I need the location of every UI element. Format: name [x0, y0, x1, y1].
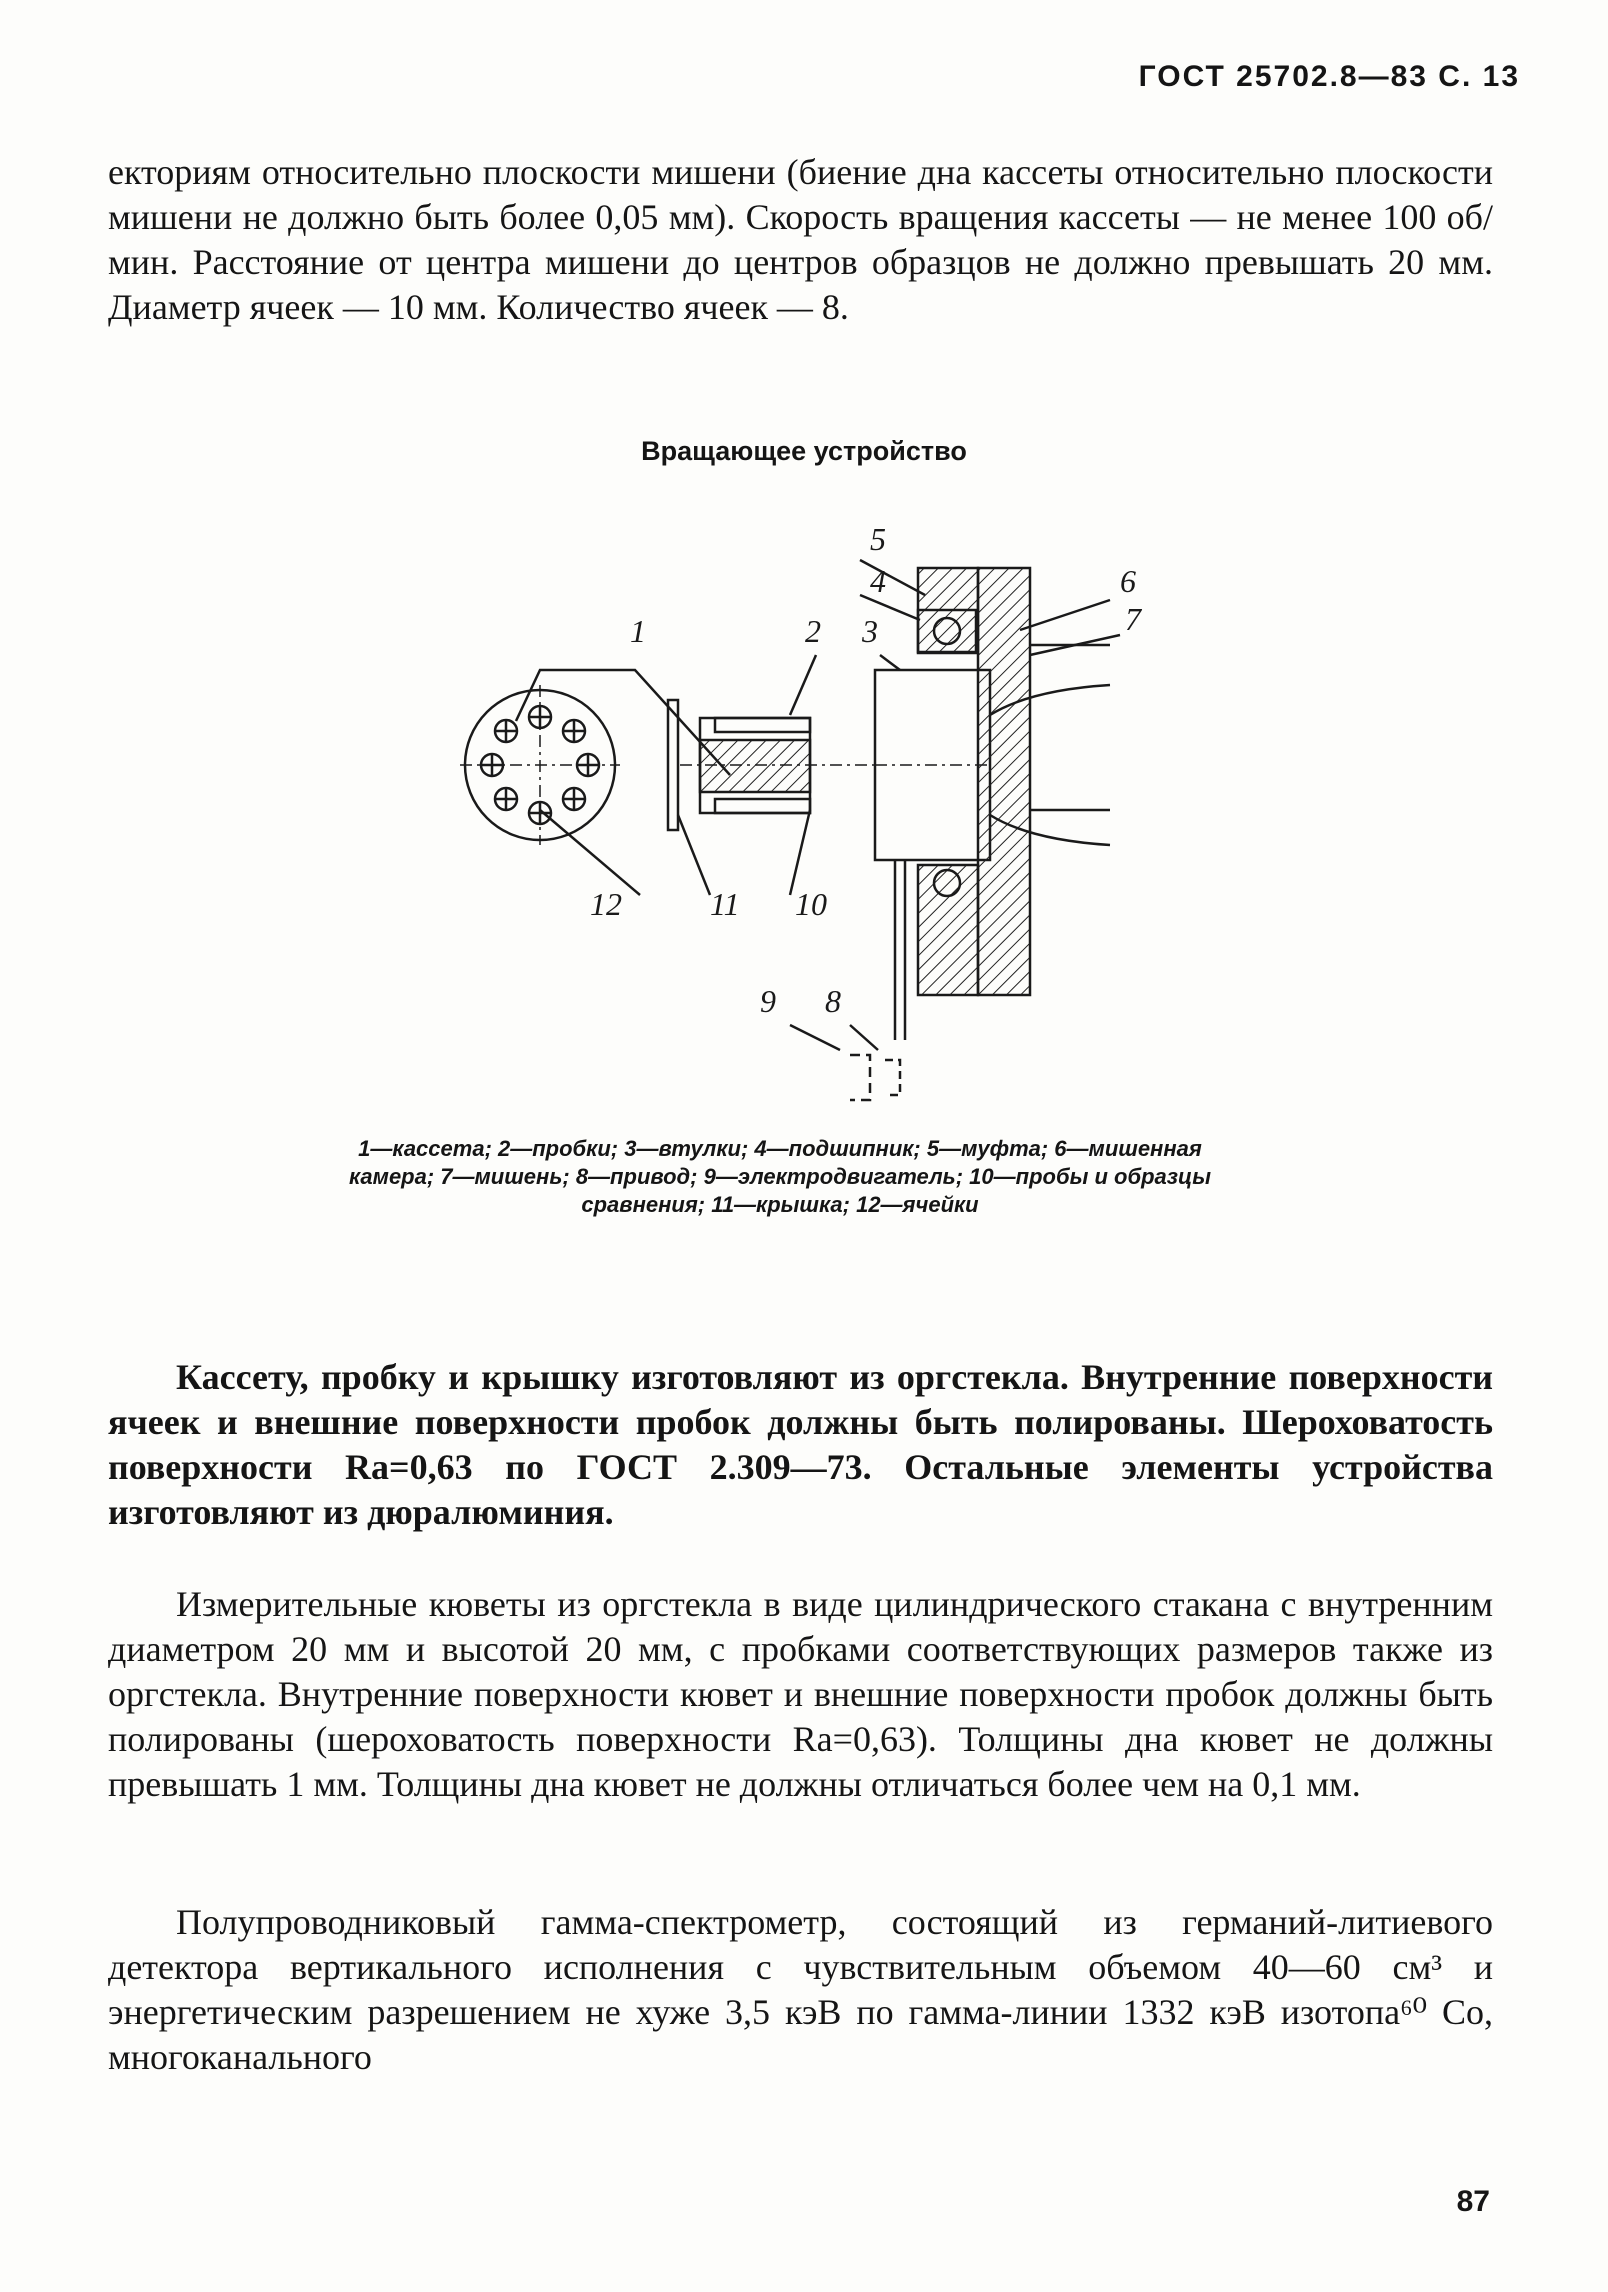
paragraph-materials: Кассету, пробку и крышку изготовляют из оргстекла. Внутренние поверхности ячеек и внешние поверхности пробок должны быть полированы. Шероховатость поверхности Ra=0,63 по ГОСТ 2.309—73. Остальные элементы устройства изготовляют из дюралюминия.: [108, 1357, 1493, 1532]
label-8: 8: [825, 983, 841, 1019]
label-3: 3: [862, 613, 878, 649]
label-10: 10: [795, 886, 827, 922]
figure-title: Вращающее устройство: [641, 436, 967, 466]
figure-caption: 1—кассета; 2—пробки; 3—втулки; 4—подшипник; 5—муфта; 6—мишенная камера; 7—мишень; 8—привод; 9—электродвигатель; 10—пробы и образцы сравнения; 11—крышка; 12—ячейки: [349, 1136, 1211, 1217]
label-12: 12: [590, 886, 622, 922]
label-9: 9: [760, 983, 776, 1019]
label-11: 11: [710, 886, 740, 922]
rotating-device-drawing: [430, 510, 1190, 1130]
page-header: ГОСТ 25702.8—83 С. 13: [1138, 60, 1520, 93]
label-2: 2: [805, 613, 821, 649]
label-7: 7: [1125, 601, 1141, 637]
label-1: 1: [630, 613, 646, 649]
label-6: 6: [1120, 563, 1136, 599]
label-5: 5: [870, 521, 886, 557]
label-4: 4: [870, 563, 886, 599]
paragraph-spectrometer: Полупроводниковый гамма-спектрометр, состоящий из германий-литиевого детектора вертикального исполнения с чувствительным объемом 40—60 см³ и энергетическим разрешением не хуже 3,5 кэВ по гамма-линии 1332 кэВ изотопа⁶⁰ Со, многоканального: [108, 1902, 1493, 2077]
paragraph-cuvettes: Измерительные кюветы из оргстекла в виде цилиндрического стакана с внутренним диаметром 20 мм и высотой 20 мм, с пробками соответствующих размеров также из оргстекла. Внутренние поверхности кювет и внешние поверхности пробок должны быть полированы (шероховатость поверхности Ra=0,63). Толщины дна кювет не должны превышать 1 мм. Толщины дна кювет не должны отличаться более чем на 0,1 мм.: [108, 1584, 1493, 1804]
page-number: 87: [1456, 2185, 1490, 2218]
paragraph-continuation: екториям относительно плоскости мишени (биение дна кассеты относительно плоскости мишени не должно быть более 0,05 мм). Скорость вращения кассеты — не менее 100 об/мин. Расстояние от центра мишени до центров образцов не должно превышать 20 мм. Диаметр ячеек — 10 мм. Количество ячеек — 8.: [108, 152, 1493, 327]
